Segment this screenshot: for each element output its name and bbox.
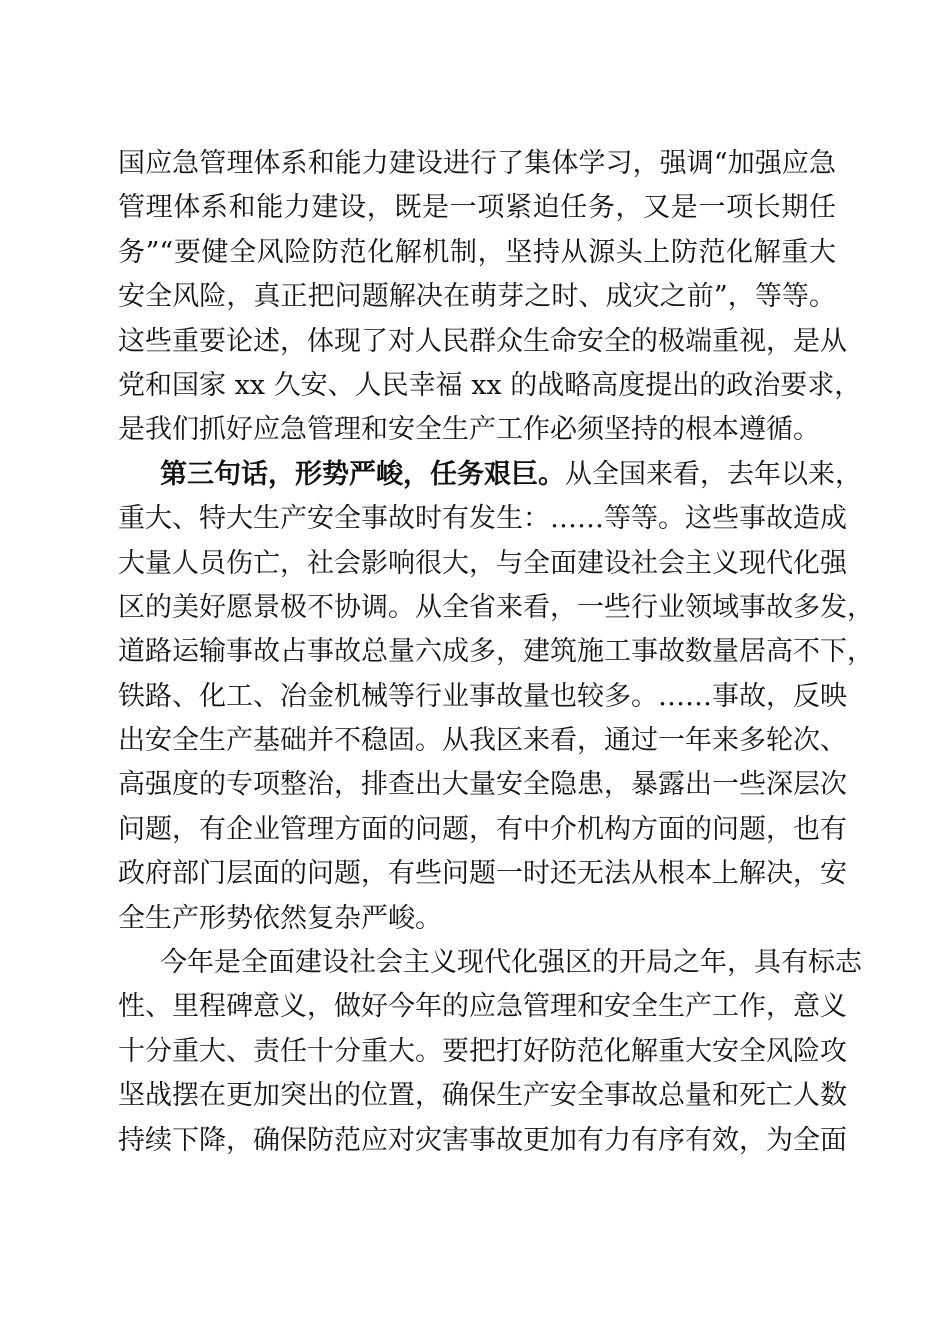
document-body — [118, 142, 874, 1163]
text-line: 国应急管理体系和能力建设进行了集体学习，强调“加强应急 — [118, 148, 836, 179]
text-line: 道路运输事故占事故总量六成多，建筑施工事故数量居高不下， — [118, 636, 874, 668]
text-run: 从全国来看，去年以来， — [565, 458, 862, 490]
paragraph-1 — [118, 142, 862, 453]
paragraph-3 — [118, 941, 862, 1163]
paragraph-heading: 第三句话，形势严峻，任务艰巨。 — [160, 458, 565, 490]
text-line: 安全风险，真正把问题解决在萌芽之时、成灾之前”，等等。 — [118, 281, 836, 313]
text-line: 持续下降，确保防范应对灾害事故更加有力有序有效，为全面 — [118, 1124, 847, 1156]
text-line: 全生产形势依然复杂严峻。 — [118, 902, 442, 934]
text-line: 务”“要健全风险防范化解机制，坚持从源头上防范化解重大 — [118, 236, 836, 268]
text-line: 区的美好愿景极不协调。从全省来看，一些行业领域事故多发， — [118, 591, 874, 623]
paragraph-2 — [118, 453, 874, 941]
text-line: 问题，有企业管理方面的问题，有中介机构方面的问题，也有 — [118, 813, 847, 845]
text-line — [118, 453, 862, 497]
text-line: 重大、特大生产安全事故时有发生：……等等。这些事故造成 — [118, 503, 847, 535]
text-line: 坚战摆在更加突出的位置，确保生产安全事故总量和死亡人数 — [118, 1080, 847, 1112]
text-line: 十分重大、责任十分重大。要把打好防范化解重大安全风险攻 — [118, 1035, 847, 1067]
text-line: 今年是全面建设社会主义现代化强区的开局之年，具有标志 — [160, 947, 862, 979]
text-line: 是我们抓好应急管理和安全生产工作必须坚持的根本遵循。 — [118, 414, 820, 446]
text-line: 党和国家 xx 久安、人民幸福 xx 的战略高度提出的政治要求， — [118, 369, 862, 401]
text-line: 这些重要论述，体现了对人民群众生命安全的极端重视，是从 — [118, 325, 847, 357]
text-line: 出安全生产基础并不稳固。从我区来看，通过一年来多轮次、 — [118, 725, 847, 757]
text-line: 大量人员伤亡，社会影响很大，与全面建设社会主义现代化强 — [118, 547, 847, 579]
text-line: 铁路、化工、冶金机械等行业事故量也较多。……事故，反映 — [118, 680, 847, 712]
text-line: 政府部门层面的问题，有些问题一时还无法从根本上解决，安 — [118, 858, 847, 890]
text-line: 管理体系和能力建设，既是一项紧迫任务，又是一项长期任 — [118, 192, 836, 224]
text-line: 高强度的专项整治，排查出大量安全隐患，暴露出一些深层次 — [118, 769, 847, 801]
text-line: 性、里程碑意义，做好今年的应急管理和安全生产工作，意义 — [118, 991, 847, 1023]
